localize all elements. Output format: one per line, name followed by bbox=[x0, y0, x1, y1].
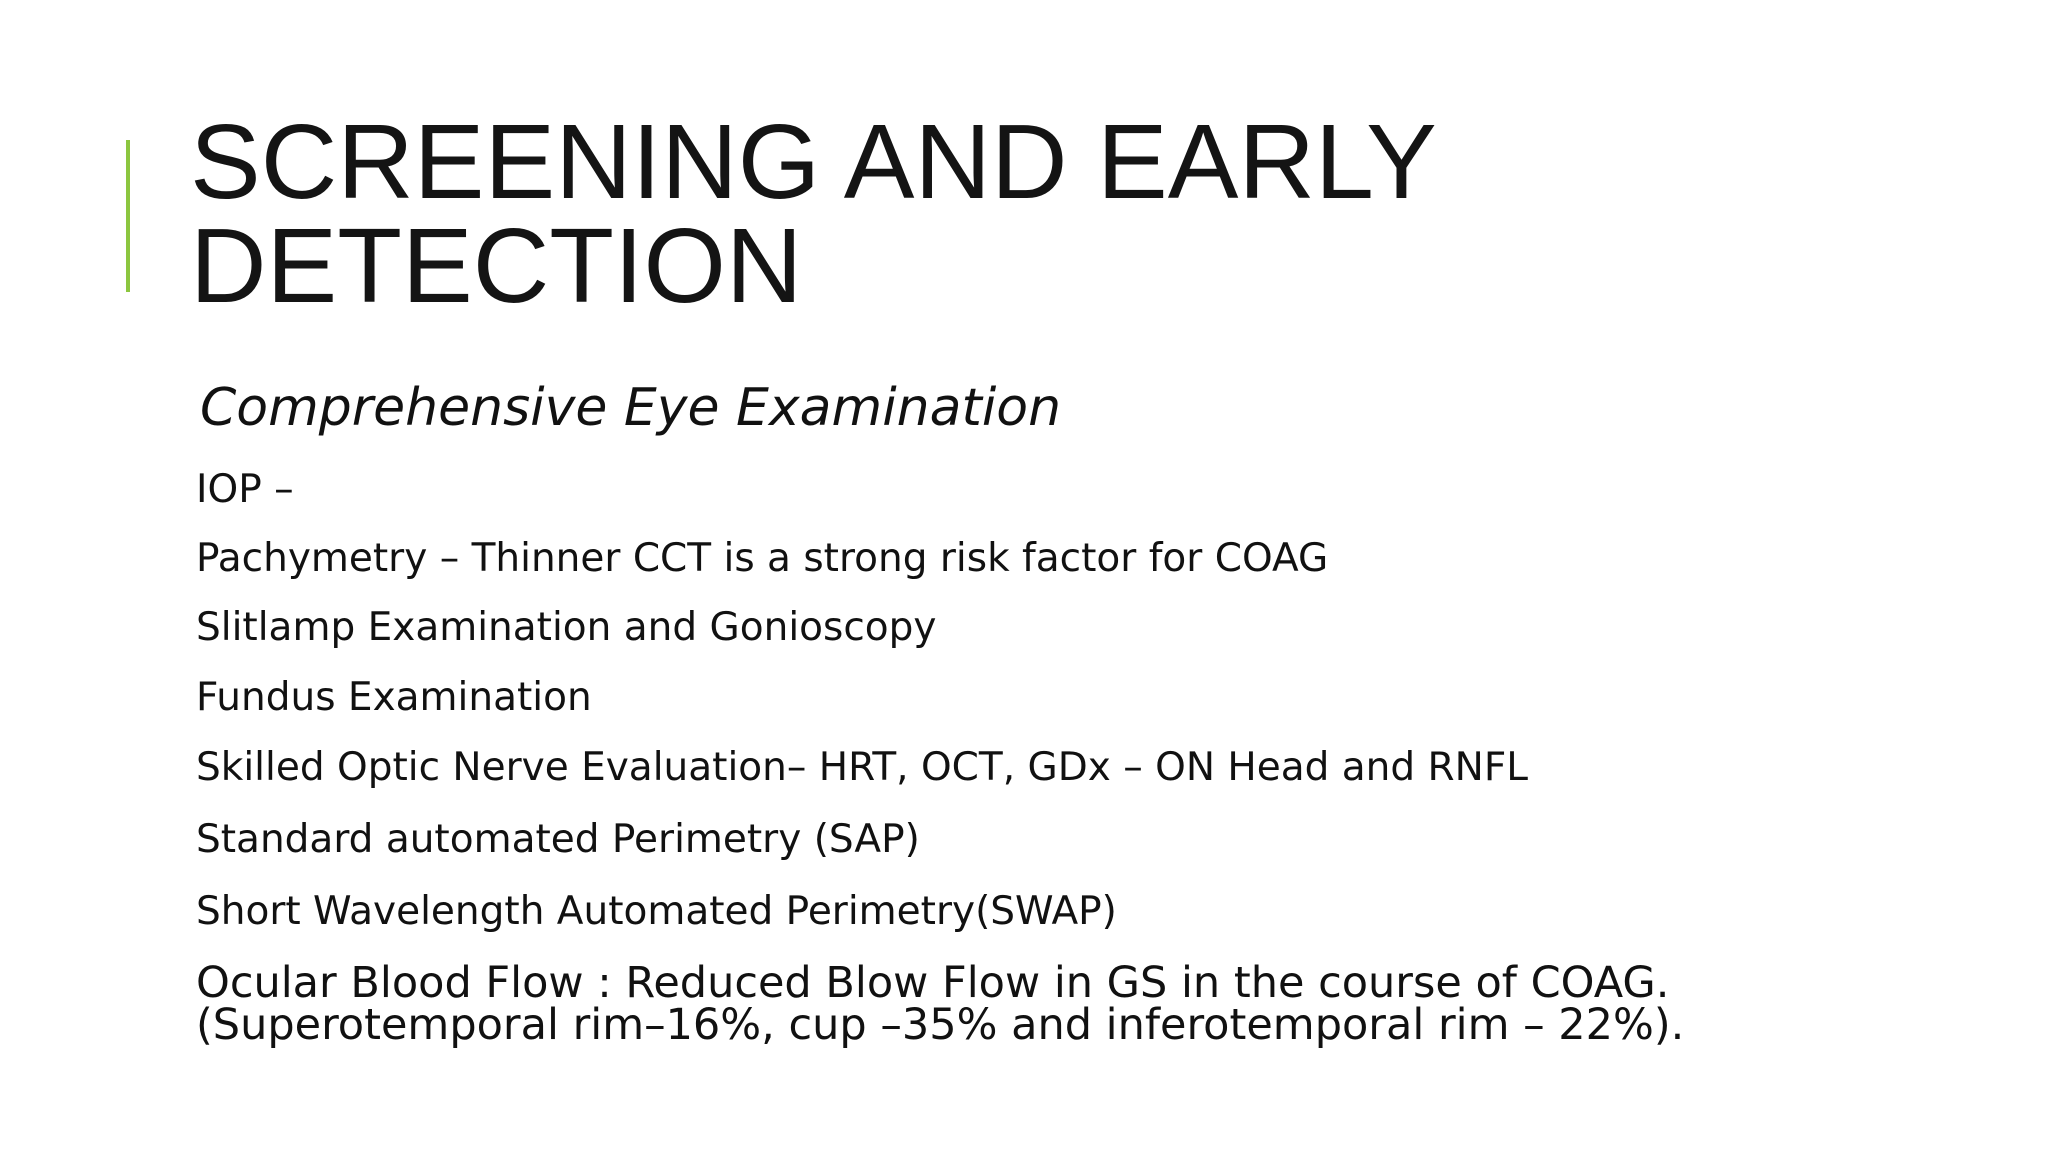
slide-title-line-2: DETECTION bbox=[190, 207, 803, 325]
list-item-sap: Standard automated Perimetry (SAP) bbox=[196, 817, 920, 862]
blood-flow-line-2: (Superotemporal rim–16%, cup –35% and inferotemporal rim – 22%). bbox=[196, 1000, 1685, 1050]
slide-title-line-1: SCREENING AND EARLY bbox=[190, 103, 1437, 221]
blood-flow-line-1: Ocular Blood Flow : Reduced Blow Flow in GS in the course of COAG. bbox=[196, 958, 1670, 1008]
title-accent-bar bbox=[126, 140, 130, 292]
slide-title bbox=[190, 103, 1437, 325]
list-item-optic-nerve: Skilled Optic Nerve Evaluation– HRT, OCT, GDx – ON Head and RNFL bbox=[196, 745, 1528, 790]
list-item-slitlamp: Slitlamp Examination and Gonioscopy bbox=[196, 605, 937, 650]
slide-subtitle: Comprehensive Eye Examination bbox=[200, 378, 1062, 438]
list-item-iop: IOP – bbox=[196, 467, 294, 512]
list-item-pachymetry: Pachymetry – Thinner CCT is a strong risk factor for COAG bbox=[196, 536, 1329, 581]
list-item-swap: Short Wavelength Automated Perimetry(SWAP) bbox=[196, 889, 1117, 934]
list-item-fundus: Fundus Examination bbox=[196, 675, 592, 720]
list-item-blood-flow bbox=[196, 958, 1685, 1050]
